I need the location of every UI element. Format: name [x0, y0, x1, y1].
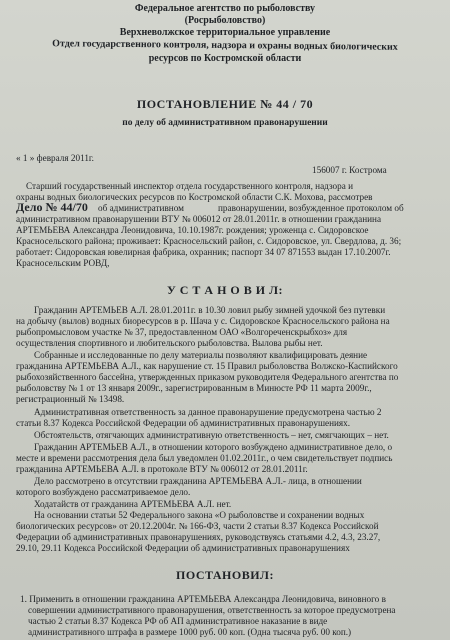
resolution-line: совершении административного правонарушения, ответственность за которое предусмотрена [28, 605, 396, 615]
body-line: Ходатайств от гражданина АРТЕМЬЕВА А.Л. нет. [34, 499, 232, 509]
resolved-heading: ПОСТАНОВИЛ: [176, 568, 274, 582]
division-name: Отдел государственного контроля, надзора и охраны водных биологических [52, 38, 398, 53]
body-line: Административная ответственность за данное правонарушение предусмотрена частью 2 [34, 407, 382, 417]
case-tail: об административном [98, 203, 184, 213]
intro-line: правонарушении, возбужденное протоколом об [218, 203, 404, 213]
body-line: Федерации об административных правонарушениях, руководствуясь статьями 4.2, 4.3, 23.27, [16, 532, 381, 542]
body-line: Обстоятельств, отягчающих административную ответственность – нет, смягчающих – нет. [34, 430, 389, 440]
division-region: ресурсов по Костромской области [148, 53, 302, 64]
case-number: Дело № 44/70 [16, 200, 88, 214]
intro-line: АРТЕМЬЕВА Александра Леонидовича, 10.10.1987г. рождения; уроженца с. Сидоровское [16, 225, 369, 235]
intro-line: административном правонарушении ВТУ № 006012 от 28.01.2011г. в отношении гражданина [16, 214, 382, 224]
body-line: рыболовству № 1 от 13 января 2009г., зарегистрированным в Минюсте РФ 11 марта 2009г., [16, 383, 372, 393]
document-title: ПОСТАНОВЛЕНИЕ № 44 / 70 [136, 97, 314, 111]
resolution-line: 1. Применить в отношении гражданина АРТЕМЬЕВА Александра Леонидовича, виновного в [20, 594, 386, 604]
body-line: На основании статьи 52 Федерального закона «О рыболовстве и сохранении водных [34, 510, 365, 520]
department-name: Верхневолжское территориальное управление [119, 27, 331, 38]
body-line: гражданина АРТЕМЬЕВА А.Л. в протоколе ВТУ № 006012 от 28.01.2011г. [16, 464, 308, 474]
document-place: 156007 г. Кострома [312, 165, 387, 175]
intro-line: работает: Сидоровская ювелирная фабрика, охранник; паспорт 34 07 871553 выдан 17.10.2007г. [16, 247, 391, 257]
body-line: рыбохозяйственного бассейна, утвержденных приказом руководителя Федерального агентства по [16, 372, 399, 382]
agency-name: Федеральное агентство по рыболовству [134, 3, 316, 14]
body-line: гражданина АРТЕМЬЕВА А.Л., как нарушение ст. 15 Правил рыболовства Волжско-Каспийского [16, 361, 398, 371]
body-line: регистрационный № 13498. [16, 394, 125, 404]
intro-line: охраны водных биологических ресурсов по Костромской области С.К. Мохова, рассмотрев [16, 192, 373, 202]
agency-abbr: (Росрыболовство) [184, 15, 266, 26]
body-line: Собранные и исследованные по делу материалы позволяют квалифицировать деяние [34, 350, 368, 360]
body-line: Дело рассмотрено в отсутствии гражданина АРТЕМЬЕВА А.Л.- лица, в отношении [34, 476, 362, 486]
resolution-line: частью 2 статьи 8.37 Кодекса РФ об АП административное наказание в виде [28, 616, 328, 626]
intro-line: Красносельского района; проживает: Красносельский район, с. Сидоровское, ул. Свердлова, д. 36; [16, 236, 402, 246]
resolution-line: административного штрафа в размере 1000 руб. 00 коп. (Одна тысяча руб. 00 коп.) [28, 627, 352, 637]
body-line: рыбопромысловом участке № 37, предоставленном ОАО «Волгореченскрыбхоз» для [16, 327, 348, 337]
document-date: « 1 » февраля 2011г. [16, 153, 94, 163]
body-line: на добычу (вылов) водных биоресурсов в р. Шача у с. Сидоровское Красносельского района на [16, 316, 390, 326]
document-subtitle: по делу об административном правонарушении [122, 118, 328, 128]
body-line: Гражданин АРТЕМЬЕВ А.Л. 28.01.2011г. в 10.30 ловил рыбу зимней удочкой без путевки [34, 305, 386, 315]
intro-line: Старший государственный инспектор отдела государственного контроля, надзора и [26, 181, 354, 191]
body-line: биологических ресурсов» от 20.12.2004г. № 166-ФЗ, части 2 статьи 8.37 Кодекса Российской [16, 521, 379, 531]
body-line: статьи 8.37 Кодекса Российской Федерации об административных правонарушениях. [16, 418, 351, 428]
established-heading: У С Т А Н О В И Л: [166, 283, 284, 297]
body-line: Гражданин АРТЕМЬЕВ А.Л., в отношении которого возбуждено административное дело, о [34, 442, 393, 452]
body-line: 29.10, 29.11 Кодекса Российской Федерации об административных правонарушениях [16, 543, 350, 553]
intro-line: Красносельским РОВД, [16, 258, 110, 268]
body-line: месте и времени рассмотрения дела был уведомлен 01.02.2011г., о чем свидетельствует подпись [16, 453, 393, 463]
body-line: которого возбуждено рассматриваемое дело. [16, 487, 191, 497]
body-line: осуществления спортивного и любительского рыболовства. Вылова рыбы нет. [16, 338, 323, 348]
